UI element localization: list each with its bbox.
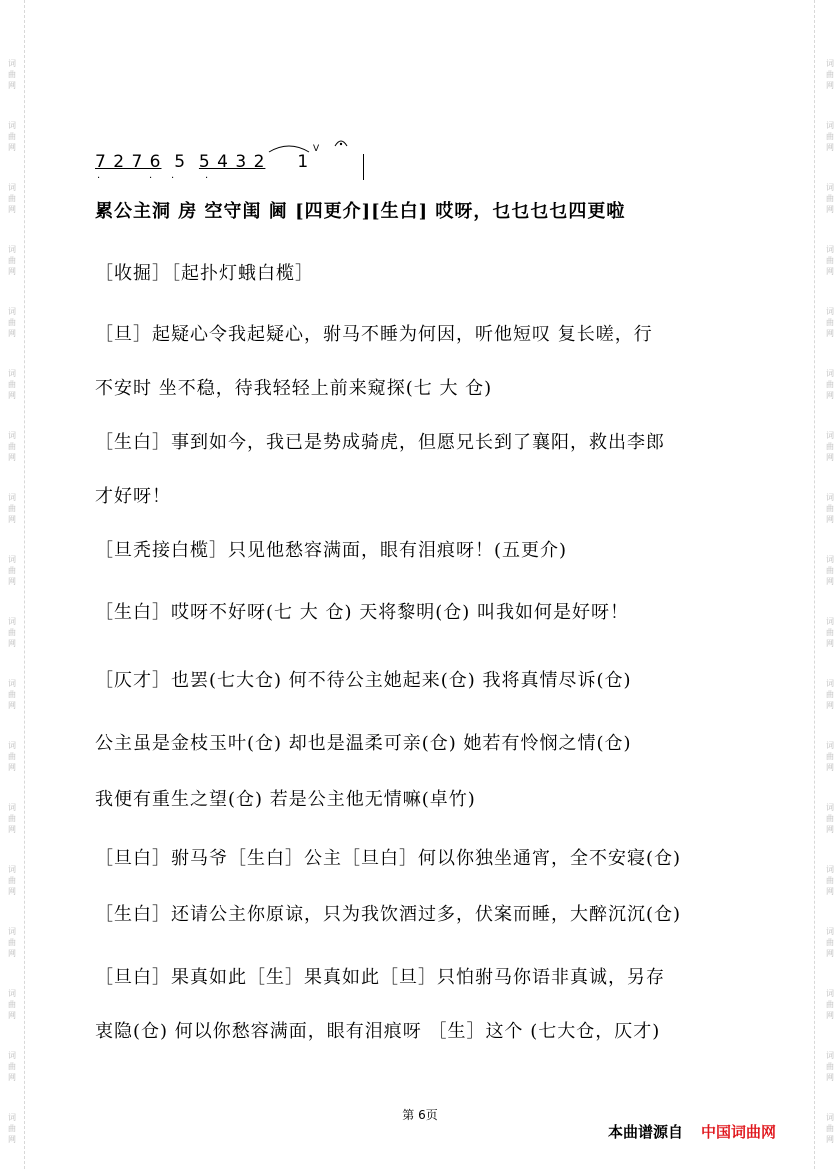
- low-octave-dot: ·: [149, 173, 153, 184]
- watermark-text: 词 曲 网: [8, 1051, 16, 1082]
- lyric-line: 累公主洞 房 空守闺 阃 [四更介][生白] 哎呀，乜乜乜乜四更啦: [95, 201, 626, 222]
- text-line: 衷隐(仓) 何以你愁容满面，眼有泪痕呀 ［生］这个 (七大仓，仄才): [95, 1021, 661, 1042]
- right-margin-rule: [814, 0, 815, 1169]
- text-line: ［生白］哎呀不好呀(七 大 仓) 天将黎明(仓) 叫我如何是好呀！: [95, 602, 629, 623]
- watermark-text: 词 曲 网: [826, 803, 834, 834]
- watermark-text: 词 曲 网: [826, 431, 834, 462]
- text-line: ［生白］还请公主你原谅，只为我饮酒过多，伏案而睡，大醉沉沉(仓): [95, 904, 682, 925]
- source-label: 本曲谱源自: [608, 1123, 684, 1141]
- watermark-text: 词 曲 网: [8, 493, 16, 524]
- breath-mark: V: [313, 144, 320, 154]
- text-line: ［生白］事到如今，我已是势成骑虎，但愿兄长到了襄阳，救出李郎: [95, 432, 665, 453]
- watermark-text: 词 曲 网: [826, 1113, 834, 1144]
- watermark-text: 词 曲 网: [826, 183, 834, 214]
- watermark-text: 词 曲 网: [8, 865, 16, 896]
- watermark-text: 词 曲 网: [826, 555, 834, 586]
- source-credit: [608, 1121, 776, 1142]
- watermark-text: 词 曲 网: [826, 369, 834, 400]
- low-octave-dot: ·: [171, 173, 175, 184]
- text-line: ［仄才］也罢(七大仓) 何不待公主她起来(仓) 我将真情尽诉(仓): [95, 670, 632, 691]
- text-line: ［旦］起疑心令我起疑心，驸马不睡为何因，听他短叹 复长嗟，行: [95, 324, 653, 345]
- source-site-link[interactable]: 中国词曲网: [701, 1123, 777, 1141]
- watermark-text: 词 曲 网: [8, 183, 16, 214]
- watermark-text: 词 曲 网: [826, 1051, 834, 1082]
- watermark-text: 词 曲 网: [826, 741, 834, 772]
- text-line: ［旦秃接白榄］只见他愁容满面，眼有泪痕呀！(五更介): [95, 540, 568, 561]
- watermark-text: 词 曲 网: [826, 245, 834, 276]
- text-line: 公主虽是金枝玉叶(仓) 却也是温柔可亲(仓) 她若有怜悯之情(仓): [95, 733, 632, 754]
- watermark-text: 词 曲 网: [8, 679, 16, 710]
- watermark-text: 词 曲 网: [8, 927, 16, 958]
- watermark-text: 词 曲 网: [826, 927, 834, 958]
- watermark-text: 词 曲 网: [826, 493, 834, 524]
- watermark-text: 词 曲 网: [826, 307, 834, 338]
- text-line: 不安时 坐不稳，待我轻轻上前来窥探(七 大 仓): [95, 378, 493, 399]
- right-margin: [818, 0, 840, 1169]
- page-number: 第 6页: [402, 1108, 438, 1122]
- watermark-text: 词 曲 网: [8, 369, 16, 400]
- watermark-text: 词 曲 网: [826, 989, 834, 1020]
- slur-mark: [267, 142, 311, 154]
- watermark-text: 词 曲 网: [8, 1113, 16, 1144]
- watermark-text: 词 曲 网: [8, 803, 16, 834]
- watermark-text: 词 曲 网: [8, 307, 16, 338]
- watermark-text: 词 曲 网: [8, 59, 16, 90]
- text-line: 才好呀！: [95, 486, 171, 507]
- fermata-mark: [334, 138, 348, 148]
- watermark-text: 词 曲 网: [8, 741, 16, 772]
- watermark-text: 词 曲 网: [826, 121, 834, 152]
- left-margin-rule: [24, 0, 25, 1169]
- watermark-text: 词 曲 网: [8, 431, 16, 462]
- watermark-text: 词 曲 网: [826, 865, 834, 896]
- watermark-text: 词 曲 网: [8, 617, 16, 648]
- watermark-text: 词 曲 网: [826, 59, 834, 90]
- text-line: 我便有重生之望(仓) 若是公主他无情嘛(卓竹): [95, 789, 476, 810]
- watermark-text: 词 曲 网: [8, 121, 16, 152]
- notation-notes: 7 2 7 6 5 5 4 3 2 1: [95, 152, 310, 172]
- text-line: ［旦白］果真如此［生］果真如此［旦］只怕驸马你语非真诚，另存: [95, 967, 665, 988]
- text-line: ［旦白］驸马爷［生白］公主［旦白］何以你独坐通宵，全不安寝(仓): [95, 848, 682, 869]
- low-octave-dot: ·: [205, 173, 209, 184]
- watermark-text: 词 曲 网: [826, 679, 834, 710]
- left-margin: [0, 0, 22, 1169]
- watermark-text: 词 曲 网: [826, 617, 834, 648]
- low-octave-dot: ·: [97, 173, 101, 184]
- text-line: ［收掘］［起扑灯蛾白榄］: [95, 263, 314, 284]
- watermark-text: 词 曲 网: [8, 555, 16, 586]
- bar-line: [363, 154, 364, 180]
- watermark-text: 词 曲 网: [8, 989, 16, 1020]
- jianpu-notation: [95, 144, 320, 184]
- watermark-text: 词 曲 网: [8, 245, 16, 276]
